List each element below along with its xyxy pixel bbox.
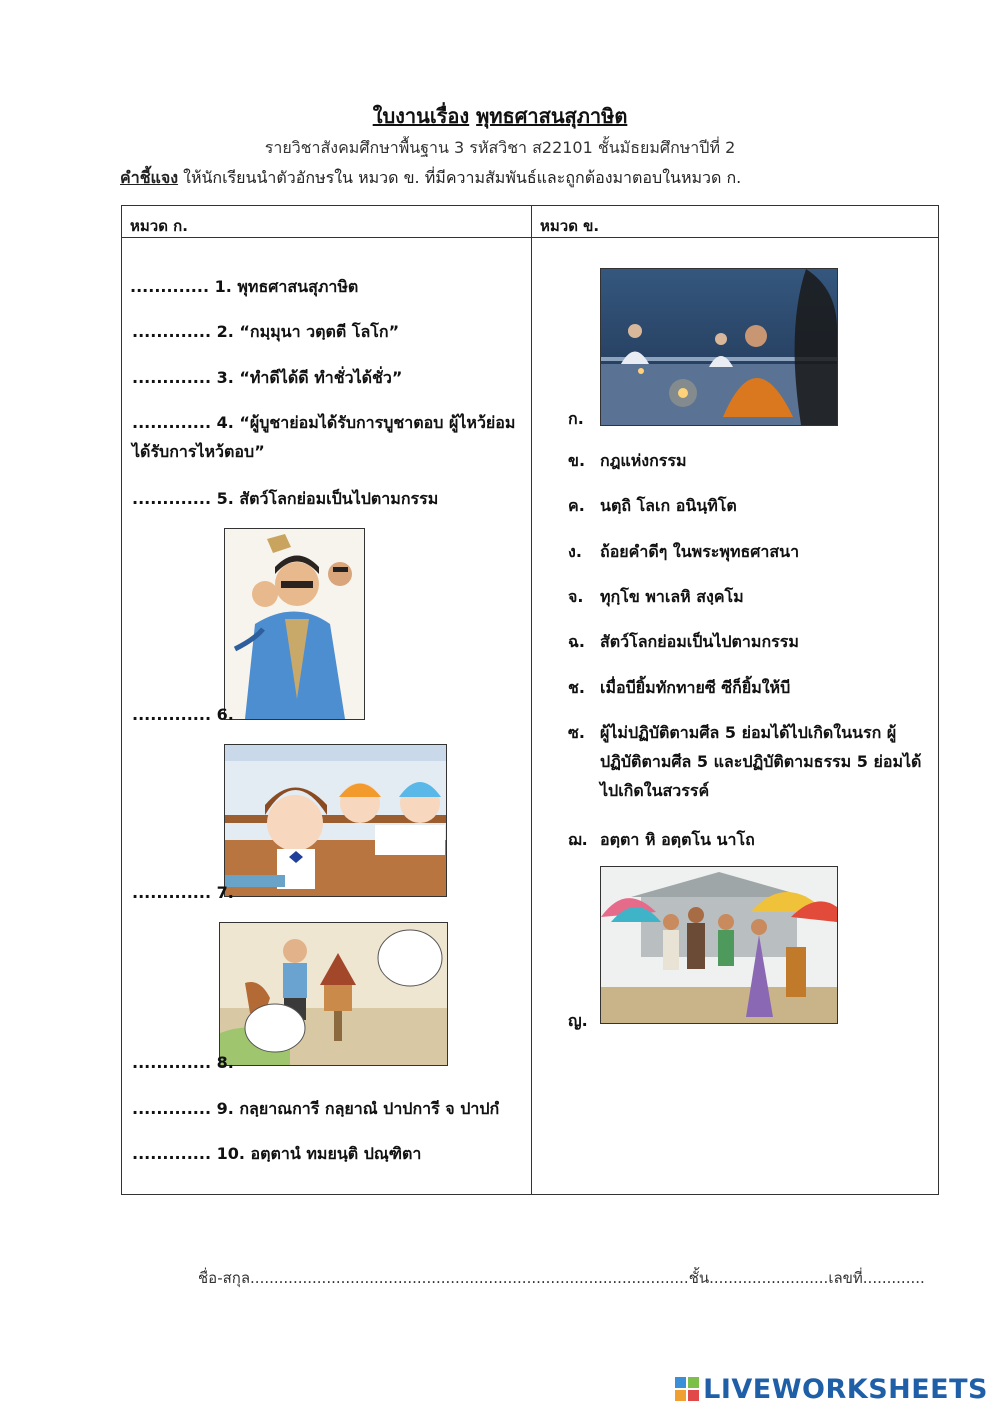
answer-b-text: กฎแห่งกรรม <box>600 451 687 470</box>
question-1[interactable]: ............. 1. พุทธศาสนสุภาษิต <box>130 277 359 296</box>
market-painting-image <box>600 866 838 1024</box>
question-4[interactable]: ............. 4. “ผู้บูชาย่อมได้รับการบูชาตอบ ผู้ไหว้ย่อมได้รับการไหว้ตอบ” <box>132 413 516 461</box>
answer-d-key: ง. <box>568 542 582 561</box>
answer-f-text: สัตว์โลกย่อมเป็นไปตามกรรม <box>600 632 799 651</box>
column-divider <box>531 206 532 1194</box>
instruction <box>120 166 741 191</box>
question-8[interactable]: ............. 8. <box>132 1053 234 1072</box>
question-2[interactable]: ............. 2. “กมฺมุนา วตฺตตี โลโก” <box>132 322 400 341</box>
answer-e <box>568 582 744 611</box>
answer-j-key: ญ. <box>568 1011 588 1030</box>
answer-h-key: ซ. <box>568 723 585 742</box>
answer-f-key: ฉ. <box>568 632 585 651</box>
column-b-header: หมวด ข. <box>540 217 600 235</box>
instruction-label: คำชี้แจง <box>120 168 179 187</box>
answer-d-text: ถ้อยคำดีๆ ในพระพุทธศาสนา <box>600 542 800 561</box>
header-divider <box>122 237 938 238</box>
classroom-cartoon-image <box>224 744 447 897</box>
answer-b <box>568 446 687 475</box>
answer-b-key: ข. <box>568 451 586 470</box>
spirit-house-cartoon-image <box>219 922 448 1066</box>
matching-table <box>121 205 939 1195</box>
subtitle: รายวิชาสังคมศึกษาพื้นฐาน 3 รหัสวิชา ส22101 ชั้นมัธยมศึกษาปีที่ 2 <box>264 138 736 157</box>
answer-c-text: นตฺถิ โลเก อนินฺทิโต <box>600 496 737 515</box>
instruction-text: ให้นักเรียนนำตัวอักษรใน หมวด ข. ที่มีความสัมพันธ์และถูกต้องมาตอบในหมวด ก. <box>178 168 742 187</box>
question-3[interactable]: ............. 3. “ทำดีได้ดี ทำชั่วได้ชั่ว” <box>132 368 403 387</box>
answer-g <box>568 673 790 702</box>
brand-name: LIVEWORKSHEETS <box>703 1374 988 1405</box>
answer-i-text: อตฺตา หิ อตฺตโน นาโถ <box>600 830 755 849</box>
answer-a-key: ก. <box>568 409 584 428</box>
answer-g-text: เมื่อบียิ้มทักทายซี ซีก็ยิ้มให้บี <box>600 678 791 697</box>
answer-e-key: จ. <box>568 587 584 606</box>
answer-d <box>568 537 799 566</box>
answer-h-text: ผู้ไม่ปฏิบัติตามศีล 5 ย่อมได้ไปเกิดในนรก ผู้ปฏิบัติตามศีล 5 และปฏิบัติตามธรรม 5 ย่อมได้ไปเกิดในสวรรค์ <box>600 723 922 800</box>
page-title <box>0 100 1000 132</box>
answer-e-text: ทุกฺโข พาเลหิ สงฺคโม <box>600 587 744 606</box>
answer-i <box>568 825 755 854</box>
question-9[interactable]: ............. 9. กลฺยาณการี กลฺยาณํ ปาปการี จ ปาปกํ <box>132 1099 500 1118</box>
liveworksheets-logo <box>675 1374 988 1405</box>
answer-h <box>568 718 930 805</box>
title-main: พุทธศาสนสุภาษิต <box>476 104 628 128</box>
answer-g-key: ช. <box>568 678 585 697</box>
title-prefix: ใบงานเรื่อง <box>372 104 470 128</box>
answer-a <box>568 404 600 433</box>
answer-f <box>568 627 799 656</box>
question-7[interactable]: ............. 7. <box>132 883 234 902</box>
answer-j <box>568 1006 600 1035</box>
question-5[interactable]: ............. 5. สัตว์โลกย่อมเป็นไปตามกรรม <box>132 489 439 508</box>
answer-c <box>568 491 737 520</box>
answer-i-key: ฌ. <box>568 830 588 849</box>
column-a-header: หมวด ก. <box>130 217 188 235</box>
question-6[interactable]: ............. 6. <box>132 705 234 724</box>
man-pointing-image <box>224 528 365 720</box>
question-10[interactable]: ............. 10. อตฺตานํ ทมยนฺติ ปณฺฑิตา <box>132 1144 422 1163</box>
brand-icon <box>675 1377 699 1401</box>
answer-c-key: ค. <box>568 496 585 515</box>
student-info-line[interactable]: ชื่อ-สกุล............................................................................................ชั้น.........................เลขที่............. <box>198 1269 925 1287</box>
monk-meditation-image <box>600 268 838 426</box>
